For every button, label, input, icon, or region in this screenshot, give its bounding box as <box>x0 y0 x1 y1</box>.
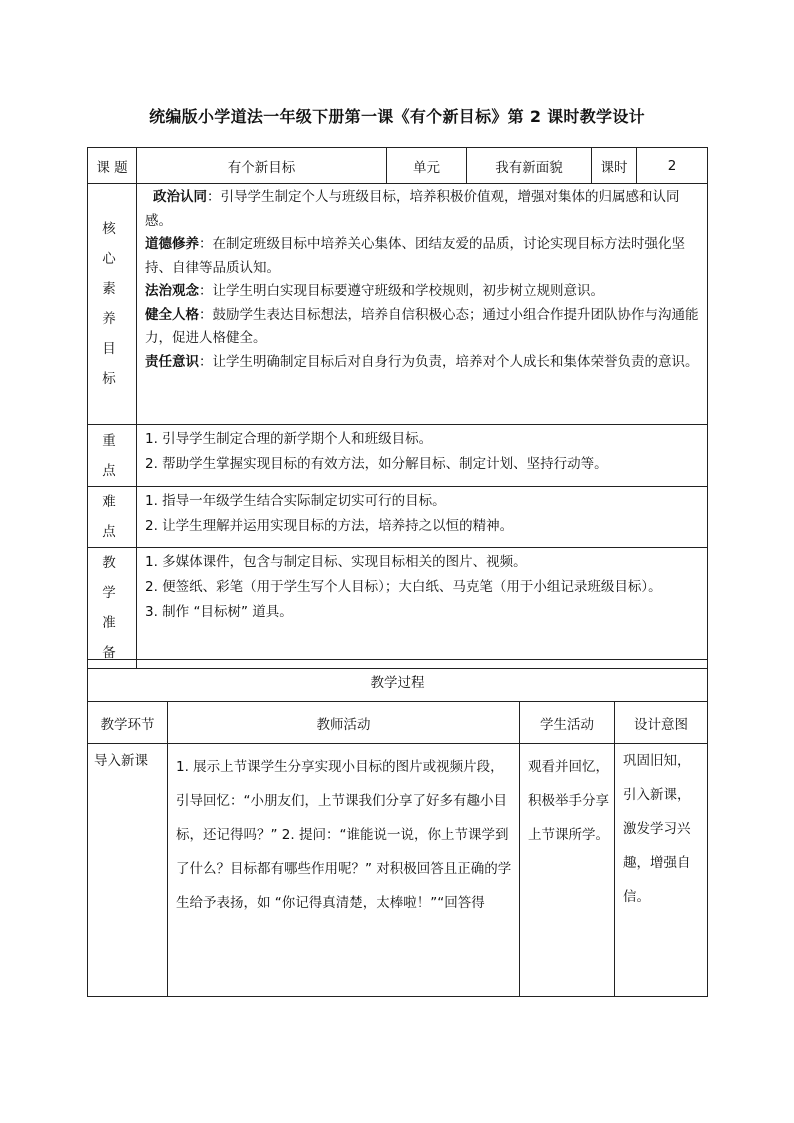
core-literacy-content <box>137 184 708 425</box>
process-title: 教学过程 <box>88 660 708 702</box>
unit-label: 单元 <box>387 148 467 184</box>
student-activity: 观看并回忆，积极举手分享上节课所学。 <box>520 744 615 997</box>
difficult-point-item: 1. 指导一年级学生结合实际制定切实可行的目标。 <box>145 493 446 509</box>
process-step: 导入新课 <box>88 744 168 997</box>
lesson-info-table <box>87 147 708 669</box>
preparation-item: 2. 便签纸、彩笔（用于学生写个人目标）；大白纸、马克笔（用于小组记录班级目标）。 <box>145 579 662 595</box>
difficult-point-item: 2. 让学生理解并运用实现目标的方法，培养持之以恒的精神。 <box>145 518 514 534</box>
teaching-process-table <box>87 659 708 997</box>
period-value: 2 <box>637 148 708 184</box>
objective-item: 政治认同：引导学生制定个人与班级目标，培养积极价值观，增强对集体的归属感和认同感。 <box>145 189 680 229</box>
key-point-item: 1. 引导学生制定合理的新学期个人和班级目标。 <box>145 431 433 447</box>
design-intent: 巩固旧知，引入新课，激发学习兴趣，增强自信。 <box>615 744 708 997</box>
period-label: 课时 <box>592 148 637 184</box>
difficult-points-label: 难 点 <box>88 487 137 548</box>
preparation-item: 3. 制作 “目标树” 道具。 <box>145 604 293 620</box>
column-header-step: 教学环节 <box>88 702 168 744</box>
core-literacy-label: 核 心 素 养 目 标 <box>88 184 137 425</box>
key-point-item: 2. 帮助学生掌握实现目标的有效方法，如分解目标、制定计划、坚持行动等。 <box>145 456 608 472</box>
page-title: 统编版小学道法一年级下册第一课《有个新目标》第 2 课时教学设计 <box>149 107 645 126</box>
topic-label: 课 题 <box>88 148 137 184</box>
objective-item: 道德修养：在制定班级目标中培养关心集体、团结友爱的品质，讨论实现目标方法时强化坚持、自律等品质认知。 <box>145 236 685 276</box>
column-header-student: 学生活动 <box>520 702 615 744</box>
topic-value: 有个新目标 <box>137 148 387 184</box>
objective-item: 法治观念：让学生明白实现目标要遵守班级和学校规则，初步树立规则意识。 <box>145 283 604 299</box>
column-header-intent: 设计意图 <box>615 702 708 744</box>
column-header-teacher: 教师活动 <box>168 702 520 744</box>
key-points-label: 重 点 <box>88 425 137 487</box>
objective-item: 责任意识：让学生明确制定目标后对自身行为负责，培养对个人成长和集体荣誉负责的意识。 <box>145 353 699 370</box>
preparation-item: 1. 多媒体课件，包含与制定目标、实现目标相关的图片、视频。 <box>145 554 527 570</box>
teacher-activity: 1. 展示上节课学生分享实现小目标的图片或视频片段，引导回忆：“小朋友们，上节课我们分享了好多有趣小目标，还记得吗？” 2. 提问：“谁能说一说，你上节课学到了什么？目标都有哪些作用呢？” 对积极回答且正确的学生给予表扬，如 “你记得真清楚，太棒啦！”“回答得 <box>168 744 520 997</box>
preparation-label: 教 学 准 备 <box>88 548 137 669</box>
unit-value: 我有新面貌 <box>467 148 592 184</box>
difficult-points-content <box>137 487 708 548</box>
preparation-content <box>137 548 708 669</box>
key-points-content <box>137 425 708 487</box>
objective-item: 健全人格：鼓励学生表达目标想法，培养自信积极心态；通过小组合作提升团队协作与沟通能力，促进人格健全。 <box>145 306 699 346</box>
